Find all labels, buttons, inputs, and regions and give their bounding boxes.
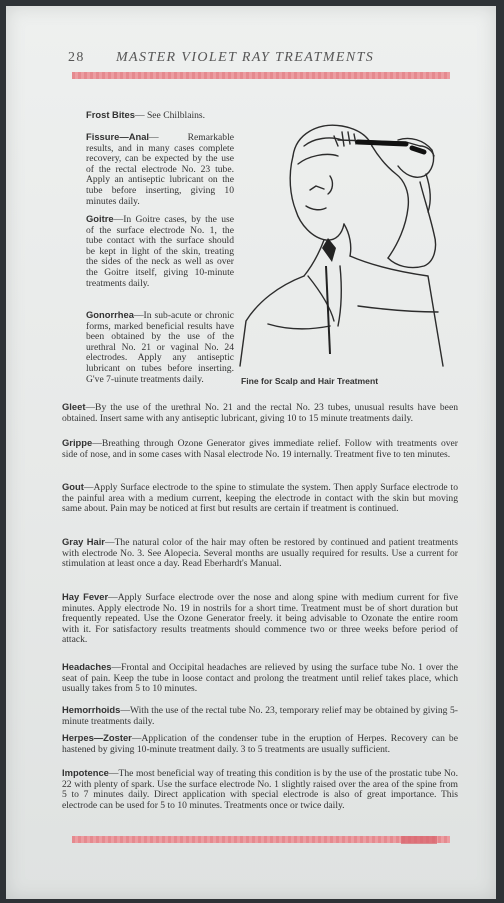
- entry-term: Gonorrhea: [86, 309, 134, 320]
- entry-term: Headaches: [62, 661, 112, 672]
- entry-text: —Apply Surface electrode to the spine to stimulate the system. Then apply Surface electrode to the painful area with a medium current, keeping the electrode in contact with the skin but moving same about. Pain may be noticed at first but results are certain if treatment is continued.: [62, 482, 458, 515]
- entry-grippe: [62, 438, 458, 460]
- entry-herpes-zoster: [62, 733, 458, 755]
- entry-text: —The most beneficial way of treating this condition is by the use of the prostatic tube No. 22 with plenty of spark. Use the surface electrode No. 1 slightly raised over the area of the spine from 5 to 7 minutes daily. Direct application with special electrode is also of great importance. This electrode can be used for 5 to 10 minutes. Treatments once or twice daily.: [62, 768, 458, 811]
- entry-term: Gleet: [62, 401, 86, 412]
- entry-text: —Application of the condenser tube in the eruption of Herpes. Recovery can be hastened by giving 10-minute treatment daily. 3 to 5 treatments are usually sufficient.: [62, 733, 458, 755]
- entry-text: — See Chilblains.: [134, 110, 206, 121]
- book-page: [6, 6, 496, 899]
- entry-headaches: [62, 662, 458, 695]
- scalp-treatment-illustration: [238, 116, 450, 378]
- entry-term: Hay Fever: [62, 591, 109, 602]
- entry-frost-bites: [86, 110, 234, 122]
- entry-term: Gray Hair: [62, 536, 105, 547]
- entry-text: —Apply Surface electrode over the nose and along spine with medium current for five minutes. Apply electrode No. 19 in nostrils for a short time. Treatment must be of short duration but frequently repeated. Use the Ozone Generator freely. it being advisable to Ozonate the entire room with it. For satisfactory results treatments should commence two or three weeks before period of attack.: [62, 592, 458, 646]
- entry-gout: [62, 482, 458, 515]
- entry-term: Grippe: [62, 437, 93, 448]
- entry-term: Impotence: [62, 767, 109, 778]
- entry-impotence: [62, 768, 458, 811]
- entry-gleet: [62, 402, 458, 424]
- entry-gonorrhea: [86, 310, 234, 385]
- entry-text: —In sub-acute or chronic forms, marked beneficial results have been obtained by the use of the urethral No. 21 or vaginal No. 24 electrodes. Apply any antiseptic lubricant on tubes before inserting. G've 7-uinute treatments daily.: [86, 310, 234, 385]
- entry-hay-fever: [62, 592, 458, 646]
- figure-caption: Fine for Scalp and Hair Treatment: [241, 376, 379, 386]
- entry-text: —The natural color of the hair may often be restored by continued and patient treatments with electrode No. 3. See Alopecia. Several months are usually required for results. Use a current for stimulation at least once a day. Read Eberhardt's Manual.: [62, 537, 458, 570]
- entry-term: Goitre: [86, 213, 114, 224]
- footer-rule: [72, 836, 450, 843]
- header-rule: [72, 72, 450, 79]
- page-header: [68, 50, 468, 70]
- entry-term: Hemorrhoids: [62, 704, 121, 715]
- entry-term: Frost Bites: [86, 109, 135, 120]
- entry-term: Fissure—Anal: [86, 131, 150, 142]
- entry-text: —Frontal and Occipital headaches are relieved by using the surface tube No. 1 over the seat of pain. Keep the tube in loose contact and prolong the treatment until relief takes place, which usually takes from 5 to 10 minutes.: [62, 662, 458, 695]
- entry-text: —With the use of the rectal tube No. 23, temporary relief may be obtained by giving 5-minute treatments daily.: [62, 705, 458, 727]
- entry-text: — Remarkable results, and in many cases complete recovery, can be expected by the use of the rectal electrode No. 23 tube. Apply an antiseptic lubricant on the tube before inserting, giving 10 minutes daily.: [86, 132, 234, 207]
- entry-text: —In Goitre cases, by the use of the surface electrode No. 1, the tube contact with the surface should be kept in light of the skin, treating the sides of the neck as well as over the Goitre itself, giving 10-minute treatments daily.: [86, 214, 234, 289]
- entry-text: —By the use of the urethral No. 21 and the rectal No. 23 tubes, unusual results have been obtained. Insert same with any antiseptic lubricant, giving 10 to 15 minute treatments daily.: [62, 402, 458, 424]
- entry-fissure-anal: [86, 132, 234, 207]
- entry-term: Gout: [62, 481, 84, 492]
- running-title: MASTER VIOLET RAY TREATMENTS: [116, 50, 375, 65]
- entry-goitre: [86, 214, 234, 289]
- entry-hemorrhoids: [62, 705, 458, 727]
- entry-gray-hair: [62, 537, 458, 570]
- page-number: 28: [68, 50, 85, 65]
- entry-term: Herpes—Zoster: [62, 732, 132, 743]
- red-stain: [401, 836, 437, 844]
- entry-text: —Breathing through Ozone Generator gives immediate relief. Follow with treatments over side of nose, and in some cases with Nasal electrode No. 19 internally. Treatment five to ten minutes.: [62, 438, 458, 460]
